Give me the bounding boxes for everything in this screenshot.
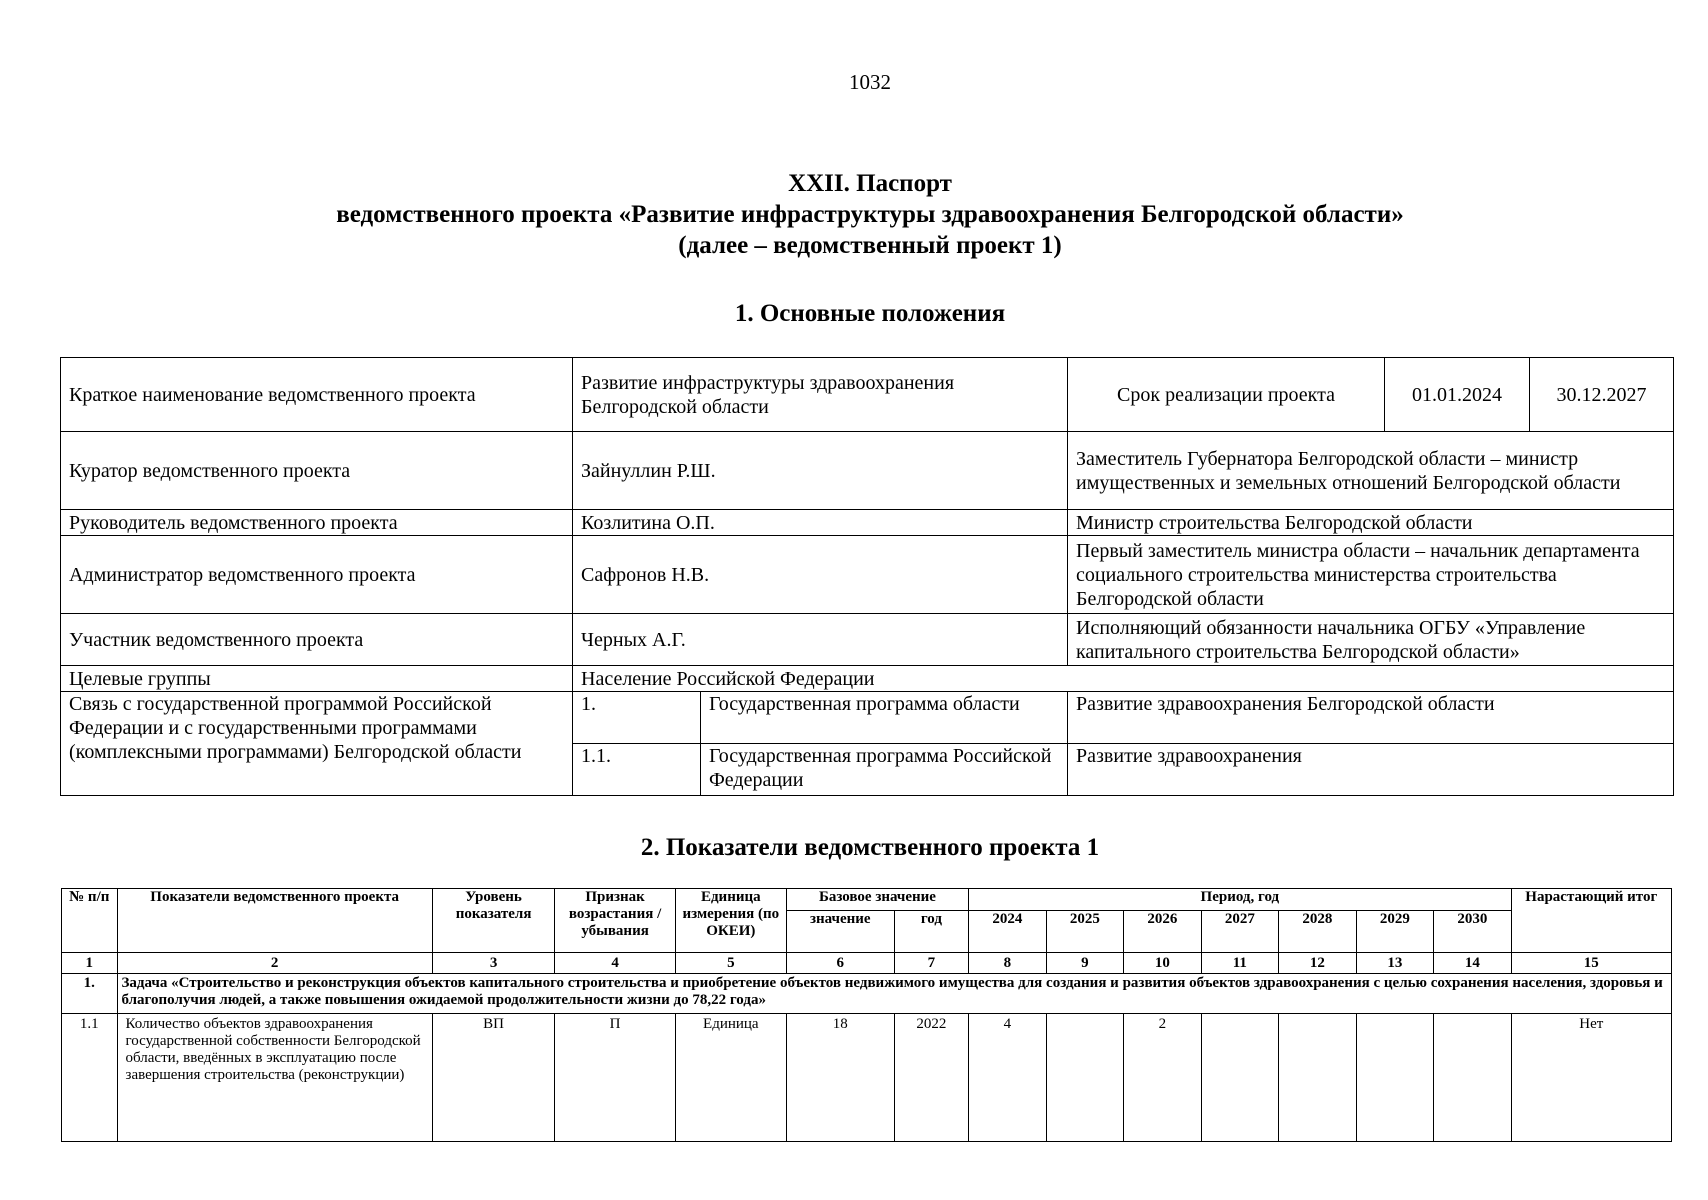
- link-name: Развитие здравоохранения: [1068, 744, 1674, 796]
- link-type: Государственная программа Российской Федерации: [701, 744, 1068, 796]
- indicator-year-value: [1046, 1014, 1124, 1142]
- page-number: 1032: [849, 70, 891, 94]
- header-year: 2029: [1356, 911, 1434, 953]
- header-year: 2025: [1046, 911, 1124, 953]
- indicator-year-value: 4: [969, 1014, 1047, 1142]
- indicator-year-value: [1201, 1014, 1279, 1142]
- column-number: 7: [894, 953, 968, 974]
- row-label: Администратор ведомственного проекта: [61, 536, 573, 614]
- indicators-table: [61, 888, 1672, 1142]
- header-level: Уровень показателя: [432, 889, 555, 953]
- program-link-label: Связь с государственной программой Российской Федерации и с государственными программами (комплексными программами) Белгородской области: [61, 692, 573, 796]
- header-trend: Признак возрастания / убывания: [555, 889, 675, 953]
- header-row-1: [62, 889, 1672, 911]
- header-year: 2024: [969, 911, 1047, 953]
- header-year: 2027: [1201, 911, 1279, 953]
- header-unit: Единица измерения (по ОКЕИ): [675, 889, 786, 953]
- indicator-trend: П: [555, 1014, 675, 1142]
- row-person: Сафронов Н.В.: [573, 536, 1068, 614]
- section-2-heading: 2. Показатели ведомственного проекта 1: [640, 834, 1100, 861]
- header-num: № п/п: [62, 889, 118, 953]
- header-year: 2026: [1124, 911, 1202, 953]
- short-name-row: [61, 358, 1674, 432]
- target-groups-row: [61, 666, 1674, 692]
- participant-row: [61, 614, 1674, 666]
- head-row: [61, 510, 1674, 536]
- column-number: 10: [1124, 953, 1202, 974]
- column-number: 3: [432, 953, 555, 974]
- column-number: 4: [555, 953, 675, 974]
- header-indicator: Показатели ведомственного проекта: [117, 889, 432, 953]
- indicator-row: [62, 1014, 1672, 1142]
- header-base-year: год: [894, 911, 968, 953]
- administrator-row: [61, 536, 1674, 614]
- indicator-unit: Единица: [675, 1014, 786, 1142]
- row-position: Первый заместитель министра области – начальник департамента социального строительства министерства строительства Белгородской области: [1068, 536, 1674, 614]
- link-num: 1.1.: [573, 744, 701, 796]
- column-number: 5: [675, 953, 786, 974]
- indicator-name: Количество объектов здравоохранения государственной собственности Белгородской области, введённых в эксплуатацию после завершения строительства (реконструкции): [117, 1014, 432, 1142]
- term-end: 30.12.2027: [1530, 358, 1674, 432]
- indicator-year-value: 2: [1124, 1014, 1202, 1142]
- link-name: Развитие здравоохранения Белгородской области: [1068, 692, 1674, 744]
- task-num: 1.: [62, 974, 118, 1014]
- column-number: 15: [1511, 953, 1671, 974]
- header-period: Период, год: [969, 889, 1512, 911]
- row-label: Куратор ведомственного проекта: [61, 432, 573, 510]
- task-text: Задача «Строительство и реконструкция объектов капитального строительства и приобретение объектов недвижимого имущества для создания и развития объектов здравоохранения с целью сохранения населения, здоровья и благополучия людей, а также повышения ожидаемой продолжительности жизни до 78,22 года»: [117, 974, 1671, 1014]
- title-line-3: (далее – ведомственный проект 1): [678, 232, 1062, 259]
- title-line-1: XXII. Паспорт: [788, 170, 952, 197]
- row-person: Козлитина О.П.: [573, 510, 1068, 536]
- header-year: 2030: [1434, 911, 1512, 953]
- header-base-value: значение: [786, 911, 894, 953]
- term-label: Срок реализации проекта: [1068, 358, 1385, 432]
- row-position: Министр строительства Белгородской области: [1068, 510, 1674, 536]
- row-label: Участник ведомственного проекта: [61, 614, 573, 666]
- indicator-base-value: 18: [786, 1014, 894, 1142]
- header-cumulative: Нарастающий итог: [1511, 889, 1671, 953]
- task-row: [62, 974, 1672, 1014]
- curator-row: [61, 432, 1674, 510]
- term-start: 01.01.2024: [1385, 358, 1530, 432]
- indicator-year-value: [1434, 1014, 1512, 1142]
- indicator-cumulative: Нет: [1511, 1014, 1671, 1142]
- indicator-base-year: 2022: [894, 1014, 968, 1142]
- column-number: 1: [62, 953, 118, 974]
- link-num: 1.: [573, 692, 701, 744]
- row-person: Черных А.Г.: [573, 614, 1068, 666]
- short-name-label: Краткое наименование ведомственного проекта: [61, 358, 573, 432]
- row-person: Зайнуллин Р.Ш.: [573, 432, 1068, 510]
- header-year: 2028: [1279, 911, 1357, 953]
- title-line-2: ведомственного проекта «Развитие инфраструктуры здравоохранения Белгородской области»: [336, 201, 1404, 228]
- indicator-num: 1.1: [62, 1014, 118, 1142]
- row-position: Заместитель Губернатора Белгородской области – министр имущественных и земельных отношений Белгородской области: [1068, 432, 1674, 510]
- header-base: Базовое значение: [786, 889, 968, 911]
- indicator-year-value: [1279, 1014, 1357, 1142]
- program-link-row: [61, 692, 1674, 744]
- target-groups-label: Целевые группы: [61, 666, 573, 692]
- column-number: 6: [786, 953, 894, 974]
- column-number: 9: [1046, 953, 1124, 974]
- column-number: 13: [1356, 953, 1434, 974]
- document-title: [60, 168, 1680, 261]
- section-1-heading: 1. Основные положения: [734, 300, 1006, 327]
- short-name-value: Развитие инфраструктуры здравоохранения Белгородской области: [573, 358, 1068, 432]
- column-numbers-row: [62, 953, 1672, 974]
- column-number: 2: [117, 953, 432, 974]
- indicator-level: ВП: [432, 1014, 555, 1142]
- column-number: 12: [1279, 953, 1357, 974]
- main-provisions-table: [60, 357, 1674, 796]
- row-position: Исполняющий обязанности начальника ОГБУ «Управление капитального строительства Белгородской области»: [1068, 614, 1674, 666]
- column-number: 11: [1201, 953, 1279, 974]
- row-label: Руководитель ведомственного проекта: [61, 510, 573, 536]
- link-type: Государственная программа области: [701, 692, 1068, 744]
- indicator-year-value: [1356, 1014, 1434, 1142]
- column-number: 14: [1434, 953, 1512, 974]
- column-number: 8: [969, 953, 1047, 974]
- target-groups-value: Население Российской Федерации: [573, 666, 1674, 692]
